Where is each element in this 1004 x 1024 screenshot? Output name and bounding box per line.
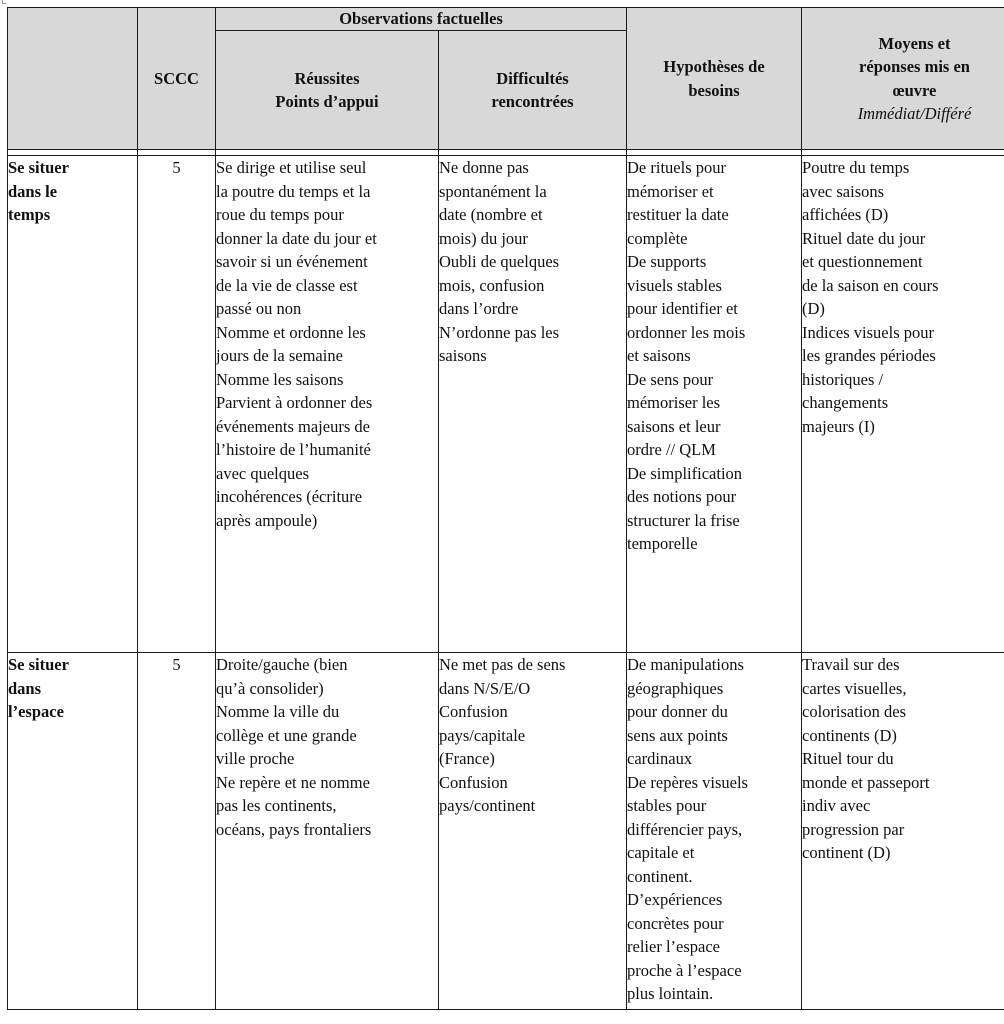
header-difficultes: Difficultés rencontrées [439, 31, 627, 150]
text-line: avec quelques [216, 463, 309, 483]
text-line: mémoriser et [627, 181, 714, 201]
text-line: donner la date du jour et [216, 228, 377, 248]
text-line: restituer la date [627, 205, 729, 224]
table-row [8, 156, 1004, 653]
text-line: continents (D) [802, 725, 897, 745]
text-line: sens aux points [627, 725, 728, 745]
text-line: Parvient à ordonner des [216, 393, 373, 412]
text-line: De repères visuels [627, 772, 748, 792]
text-line: stables pour [627, 796, 707, 815]
text-line: et saisons [627, 346, 691, 365]
header-moyens-italic: Immédiat/Différé [857, 104, 972, 123]
sccc-value: 5 [138, 653, 216, 1010]
text-line: Confusion [439, 772, 508, 792]
text-line: et questionnement [802, 252, 923, 271]
text-line: pour donner du [627, 702, 728, 721]
text-line: après ampoule) [216, 510, 318, 530]
text-line: de la vie de classe est [216, 275, 358, 295]
text-line: incohérences (écriture [216, 487, 363, 506]
text-line: Rituel date du jour [802, 228, 926, 248]
corner-mark [2, 0, 6, 4]
text-line: colorisation des [802, 702, 907, 721]
text-line: pays/continent [439, 796, 536, 815]
text-line: Ne met pas de sens [439, 655, 566, 674]
text-line: pas les continents, [216, 796, 337, 815]
text-line: dans le [8, 181, 58, 201]
text-line: Se dirige et utilise seul [216, 158, 367, 177]
header-empty [8, 8, 138, 150]
text-line: Ne donne pas [439, 158, 529, 177]
text-line: pour identifier et [627, 299, 738, 318]
text-line: De sens pour [627, 369, 714, 389]
text-line: événements majeurs de [216, 416, 370, 436]
hypotheses-cell [627, 653, 802, 1010]
text-line: géographiques [627, 678, 724, 698]
difficultes-cell [439, 156, 627, 653]
header-hypotheses: Hypothèses de besoins [627, 8, 802, 150]
text-line: dans N/S/E/O [439, 678, 531, 698]
text-line: spontanément la [439, 181, 547, 201]
text-line: l’espace [8, 702, 64, 721]
row-label [8, 156, 138, 653]
text-line: monde et passeport [802, 772, 930, 792]
row-label [8, 653, 138, 1010]
text-line: De manipulations [627, 655, 744, 674]
text-line: pays/capitale [439, 725, 526, 745]
text-line: différencier pays, [627, 819, 743, 839]
text-line: De simplification [627, 463, 743, 483]
text-line: de la saison en cours [802, 275, 939, 295]
text-line: dans [8, 678, 42, 698]
text-line: océans, pays frontaliers [216, 819, 372, 839]
text-line: (D) [802, 299, 825, 318]
text-line: mois, confusion [439, 275, 545, 295]
text-line: date (nombre et [439, 205, 543, 224]
text-line: complète [627, 228, 688, 248]
text-line: majeurs (I) [802, 416, 875, 436]
text-line: Ne repère et ne nomme [216, 772, 370, 792]
text-line: collège et une grande [216, 725, 357, 745]
text-line: mois) du jour [439, 228, 528, 248]
text-line: indiv avec [802, 796, 871, 815]
text-line: capitale et [627, 843, 695, 862]
text-line: affichées (D) [802, 205, 889, 224]
text-line: Oubli de quelques [439, 252, 560, 271]
hypotheses-cell [627, 156, 802, 653]
text-line: Se situer [8, 158, 69, 177]
text-line: concrètes pour [627, 913, 724, 933]
text-line: cartes visuelles, [802, 678, 907, 698]
text-line: roue du temps pour [216, 205, 344, 224]
text-line: Droite/gauche (bien [216, 655, 348, 674]
text-line: ordonner les mois [627, 322, 746, 342]
text-line: proche à l’espace [627, 960, 742, 980]
text-line: passé ou non [216, 299, 302, 318]
reussites-cell [216, 653, 439, 1010]
text-line: avec saisons [802, 181, 885, 201]
moyens-cell [802, 653, 1004, 1010]
text-line: les grandes périodes [802, 346, 936, 365]
text-line: Travail sur des [802, 655, 900, 674]
text-line: jours de la semaine [216, 346, 343, 365]
text-line: Rituel tour du [802, 749, 894, 768]
text-line: temps [8, 205, 51, 224]
text-line: De rituels pour [627, 158, 726, 177]
text-line: dans l’ordre [439, 299, 519, 318]
text-line: changements [802, 393, 889, 412]
text-line: qu’à consolider) [216, 678, 324, 698]
text-line: Confusion [439, 702, 508, 721]
text-line: saisons [439, 346, 487, 365]
text-line: Nomme les saisons [216, 369, 344, 389]
text-line: visuels stables [627, 275, 722, 295]
text-line: l’histoire de l’humanité [216, 440, 371, 459]
text-line: continent (D) [802, 843, 891, 862]
text-line: relier l’espace [627, 937, 720, 956]
text-line: D’expériences [627, 890, 723, 909]
text-line: des notions pour [627, 487, 737, 506]
text-line: progression par [802, 819, 905, 839]
header-reussites: Réussites Points d’appui [216, 31, 439, 150]
text-line: (France) [439, 749, 495, 768]
text-line: Se situer [8, 655, 69, 674]
header-sccc: SCCC [138, 8, 216, 150]
header-observations-group: Observations factuelles [216, 8, 627, 31]
text-line: Indices visuels pour [802, 322, 934, 342]
text-line: Nomme la ville du [216, 702, 340, 721]
text-line: savoir si un événement [216, 252, 368, 271]
text-line: structurer la frise [627, 510, 740, 530]
text-line: mémoriser les [627, 393, 721, 412]
text-line: temporelle [627, 534, 698, 553]
text-line: ville proche [216, 749, 295, 768]
text-line: historiques / [802, 369, 884, 389]
text-line: plus lointain. [627, 984, 714, 1003]
reussites-cell [216, 156, 439, 653]
difficultes-cell [439, 653, 627, 1010]
text-line: saisons et leur [627, 416, 721, 436]
text-line: Nomme et ordonne les [216, 322, 366, 342]
text-line: continent. [627, 866, 693, 886]
text-line: De supports [627, 252, 707, 271]
text-line: N’ordonne pas les [439, 322, 560, 342]
sccc-value: 5 [138, 156, 216, 653]
text-line: Poutre du temps [802, 158, 910, 177]
moyens-cell [802, 156, 1004, 653]
text-line: la poutre du temps et la [216, 181, 371, 201]
text-line: cardinaux [627, 749, 693, 768]
observation-table [7, 7, 1004, 1010]
header-moyens: Moyens et réponses mis en œuvre Immédiat/Différé [802, 8, 1004, 150]
text-line: ordre // QLM [627, 440, 716, 459]
table-row [8, 653, 1004, 1010]
